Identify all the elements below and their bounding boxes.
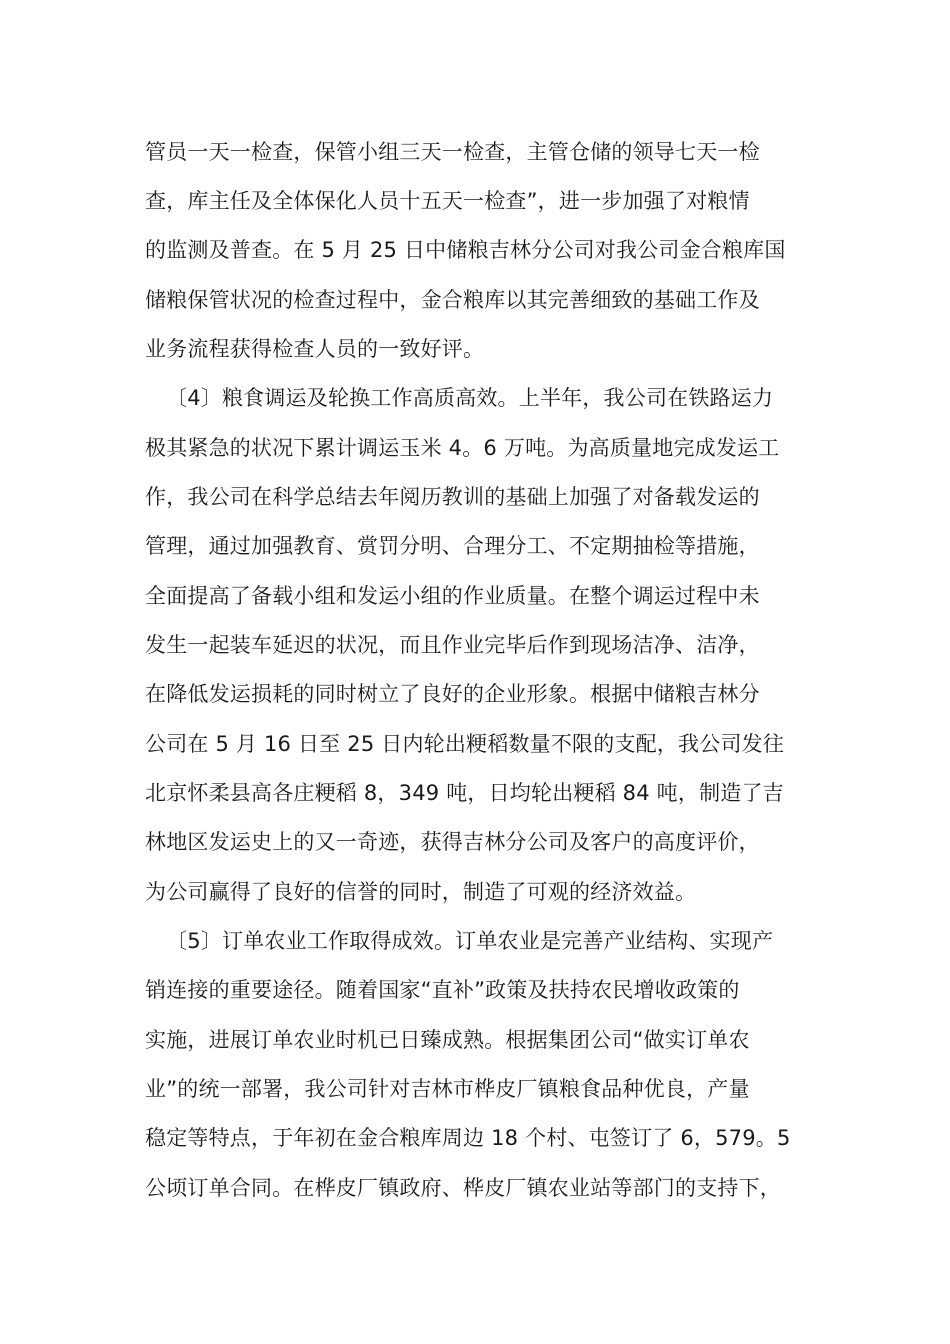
paragraph-start-line: 〔5〕订单农业工作取得成效。订单农业是完善产业结构、实现产 bbox=[166, 929, 774, 953]
text-line: 极其紧急的状况下累计调运玉米 4。6 万吨。为高质量地完成发运工 bbox=[145, 436, 780, 460]
text-line: 业”的统一部署，我公司针对吉林市桦皮厂镇粮食品种优良，产量 bbox=[145, 1077, 750, 1101]
text-line: 销连接的重要途径。随着国家“直补”政策及扶持农民增收政策的 bbox=[145, 978, 740, 1002]
text-line: 管理，通过加强教育、赏罚分明、合理分工、不定期抽检等措施， bbox=[145, 534, 760, 558]
text-line: 公司在 5 月 16 日至 25 日内轮出粳稻数量不限的支配，我公司发往 bbox=[145, 732, 785, 756]
text-line: 公顷订单合同。在桦皮厂镇政府、桦皮厂镇农业站等部门的支持下， bbox=[145, 1176, 781, 1200]
paragraph-start-line: 〔4〕粮食调运及轮换工作高质高效。上半年，我公司在铁路运力 bbox=[166, 386, 774, 410]
text-line: 查，库主任及全体保化人员十五天一检查”，进一步加强了对粮情 bbox=[145, 189, 750, 213]
text-line: 发生一起装车延迟的状况，而且作业完毕后作到现场洁净、洁净， bbox=[145, 633, 760, 657]
text-line: 业务流程获得检查人员的一致好评。 bbox=[145, 337, 485, 361]
text-line: 实施，进展订单农业时机已日臻成熟。根据集团公司“做实订单农 bbox=[145, 1028, 750, 1052]
text-line: 林地区发运史上的又一奇迹，获得吉林分公司及客户的高度评价， bbox=[145, 830, 760, 854]
text-line: 为公司赢得了良好的信誉的同时，制造了可观的经济效益。 bbox=[145, 880, 697, 904]
text-line: 管员一天一检查，保管小组三天一检查，主管仓储的领导七天一检 bbox=[145, 140, 760, 164]
text-line: 作，我公司在科学总结去年阅历教训的基础上加强了对备载发运的 bbox=[145, 485, 760, 509]
text-line: 稳定等特点，于年初在金合粮库周边 18 个村、屯签订了 6，579。5 bbox=[145, 1126, 791, 1150]
text-line: 在降低发运损耗的同时树立了良好的企业形象。根据中储粮吉林分 bbox=[145, 682, 760, 706]
text-line: 北京怀柔县高各庄粳稻 8，349 吨，日均轮出粳稻 84 吨，制造了吉 bbox=[145, 781, 784, 805]
text-line: 全面提高了备载小组和发运小组的作业质量。在整个调运过程中未 bbox=[145, 584, 760, 608]
text-line: 的监测及普查。在 5 月 25 日中储粮吉林分公司对我公司金合粮库国 bbox=[145, 238, 786, 262]
text-line: 储粮保管状况的检查过程中，金合粮库以其完善细致的基础工作及 bbox=[145, 288, 760, 312]
